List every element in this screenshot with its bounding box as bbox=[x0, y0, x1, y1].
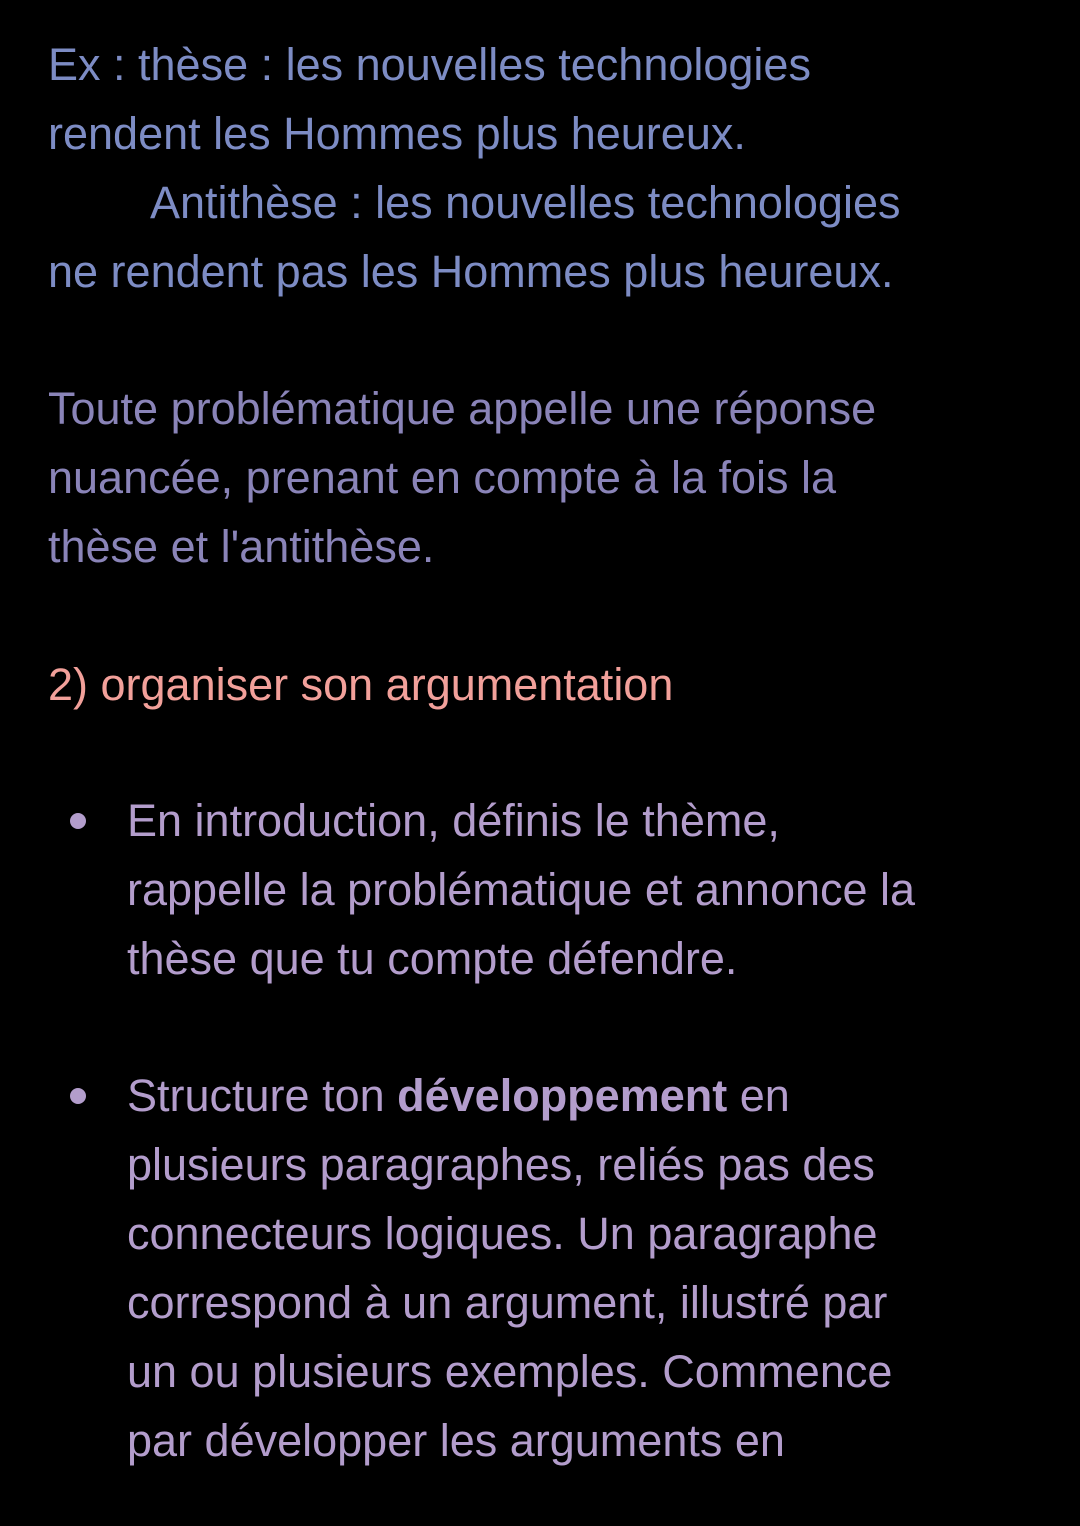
example-line: rendent les Hommes plus heureux. bbox=[48, 108, 746, 159]
section-heading: 2) organiser son argumentation bbox=[48, 659, 674, 710]
bold-term: développement bbox=[397, 1070, 728, 1121]
text-segment: Structure ton bbox=[127, 1070, 398, 1121]
example-line: Ex : thèse : les nouvelles technologies bbox=[48, 39, 811, 90]
bullet-line bbox=[127, 1061, 790, 1130]
text-segment: en bbox=[727, 1070, 790, 1121]
example-line: Antithèse : les nouvelles technologies bbox=[150, 177, 901, 228]
example-line: ne rendent pas les Hommes plus heureux. bbox=[48, 246, 894, 297]
bullet-icon bbox=[70, 1088, 86, 1104]
bullet-line: En introduction, définis le thème, bbox=[127, 795, 780, 846]
bullet-line: connecteurs logiques. Un paragraphe bbox=[127, 1208, 878, 1259]
bullet-line: par développer les arguments en bbox=[127, 1415, 785, 1466]
bullet-line: correspond à un argument, illustré par bbox=[127, 1277, 888, 1328]
paragraph-line: thèse et l'antithèse. bbox=[48, 521, 435, 572]
bullet-line: un ou plusieurs exemples. Commence bbox=[127, 1346, 893, 1397]
paragraph-line: Toute problématique appelle une réponse bbox=[48, 383, 877, 434]
bullet-line: thèse que tu compte défendre. bbox=[127, 933, 738, 984]
bullet-line: plusieurs paragraphes, reliés pas des bbox=[127, 1139, 875, 1190]
bullet-line: rappelle la problématique et annonce la bbox=[127, 864, 916, 915]
paragraph-line: nuancée, prenant en compte à la fois la bbox=[48, 452, 837, 503]
bullet-icon bbox=[70, 813, 86, 829]
